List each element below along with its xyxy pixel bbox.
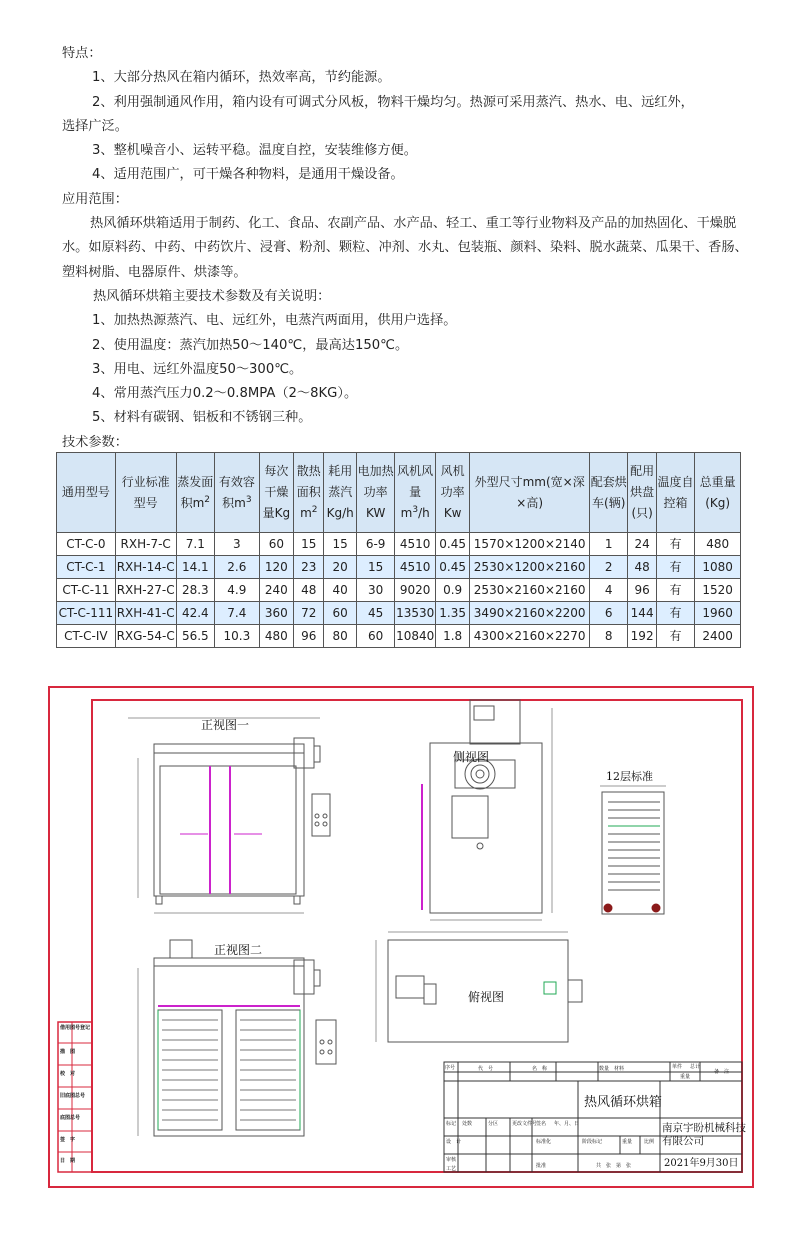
column-header: 配用烘盘(只) <box>628 453 656 533</box>
table-cell: 2530×2160×2160 <box>470 579 590 602</box>
table-cell: 8 <box>589 625 628 648</box>
column-header: 配套烘车(辆) <box>589 453 628 533</box>
table-cell: 120 <box>259 556 293 579</box>
table-cell: 10840 <box>395 625 436 648</box>
tb-label: 审核 <box>446 1157 457 1163</box>
column-header: 电加热功率KW <box>356 453 395 533</box>
label-top-view: 俯视图 <box>468 990 505 1004</box>
feature-item: 1、大部分热风在箱内循环，热效率高，节约能源。 <box>92 70 391 86</box>
param-item: 3、用电、远红外温度50～300℃。 <box>92 361 303 377</box>
column-header: 行业标准型号 <box>115 453 176 533</box>
table-cell: 10.3 <box>215 625 260 648</box>
table-row <box>57 602 741 625</box>
table-cell: RXH-14-C <box>115 556 176 579</box>
params-heading: 热风循环烘箱主要技术参数及有关说明： <box>93 288 331 304</box>
table-cell: 15 <box>324 533 356 556</box>
table-cell: 1570×1200×2140 <box>470 533 590 556</box>
table-cell: 30 <box>356 579 395 602</box>
table-cell: 48 <box>294 579 324 602</box>
application-paragraph: 热风循环烘箱适用于制药、化工、食品、农副产品、水产品、轻工、重工等行业物料及产品的加热固化、干燥脱水。如原料药、中药、中药饮片、浸膏、粉剂、颗粒、冲剂、水丸、包装瓶、颜料、染料、脱水蔬菜、瓜果干、香肠、塑料树脂、电器原件、烘漆等。 <box>62 216 748 280</box>
table-cell: 6 <box>589 602 628 625</box>
table-cell: 60 <box>356 625 395 648</box>
table-cell: 192 <box>628 625 656 648</box>
left-label: 借用图号登记 <box>60 1025 91 1031</box>
tb-label: 共 张 第 张 <box>596 1163 632 1169</box>
table-cell: 60 <box>259 533 293 556</box>
column-header: 每次干燥量Kg <box>259 453 293 533</box>
drawing-svg <box>50 688 752 1186</box>
param-item: 4、常用蒸汽压力0.2～0.8MPA（2～8KG）。 <box>92 386 358 402</box>
table-cell: 2.6 <box>215 556 260 579</box>
table-cell: 13530 <box>395 602 436 625</box>
intro-text <box>62 42 752 455</box>
table-cell: 1 <box>589 533 628 556</box>
table-cell: 7.1 <box>176 533 215 556</box>
table-cell: 1.35 <box>435 602 469 625</box>
table-cell: 4300×2160×2270 <box>470 625 590 648</box>
tb-label: 签名 <box>536 1121 547 1127</box>
column-header: 蒸发面积$m^2$ <box>176 453 215 533</box>
table-row <box>57 556 741 579</box>
table-cell: 48 <box>628 556 656 579</box>
table-cell: 24 <box>628 533 656 556</box>
table-cell: CT-C-0 <box>57 533 116 556</box>
table-cell: RXH-27-C <box>115 579 176 602</box>
table-row <box>57 625 741 648</box>
spec-table <box>56 452 741 648</box>
features-heading: 特点： <box>62 46 102 61</box>
table-cell: 3490×2160×2200 <box>470 602 590 625</box>
left-label: 旧底图总号 <box>60 1093 86 1099</box>
table-cell: 0.45 <box>435 533 469 556</box>
side-view <box>422 700 552 920</box>
tb-label: 处数 <box>462 1121 473 1127</box>
table-cell: 1960 <box>695 602 741 625</box>
table-cell: 15 <box>294 533 324 556</box>
table-cell: 80 <box>324 625 356 648</box>
drawing-date: 2021年9月30日 <box>664 1158 739 1169</box>
table-cell: 有 <box>656 556 695 579</box>
table-cell: 480 <box>259 625 293 648</box>
table-cell: 4 <box>589 579 628 602</box>
table-cell: 2530×1200×2160 <box>470 556 590 579</box>
front-view-2 <box>138 940 336 1136</box>
company-name-line2: 有限公司 <box>662 1135 704 1147</box>
table-cell: 56.5 <box>176 625 215 648</box>
table-cell: 480 <box>695 533 741 556</box>
tb-label: 重量 <box>622 1139 633 1145</box>
table-cell: 有 <box>656 579 695 602</box>
table-cell: 3 <box>215 533 260 556</box>
tb-label: 批准 <box>536 1163 547 1169</box>
tb-label: 材料 <box>614 1066 625 1072</box>
tb-label: 总计 <box>690 1064 701 1070</box>
table-cell: 45 <box>356 602 395 625</box>
column-header: 散热面积$m^2$ <box>294 453 324 533</box>
feature-item: 4、适用范围广，可干燥各种物料，是通用干燥设备。 <box>92 167 404 183</box>
table-cell: 20 <box>324 556 356 579</box>
table-cell: 1.8 <box>435 625 469 648</box>
table-cell: RXG-54-C <box>115 625 176 648</box>
tb-label: 更改文件号 <box>512 1121 538 1127</box>
table-body <box>57 533 741 648</box>
tb-label: 重量 <box>680 1074 691 1080</box>
tb-label: 备 注 <box>714 1069 730 1075</box>
table-cell: 6-9 <box>356 533 395 556</box>
column-header: 总重量(Kg) <box>695 453 741 533</box>
table-cell: 0.9 <box>435 579 469 602</box>
table-cell: 2400 <box>695 625 741 648</box>
table-cell: CT-C-11 <box>57 579 116 602</box>
table-cell: 240 <box>259 579 293 602</box>
table-cell: 96 <box>294 625 324 648</box>
left-label: 签 字 <box>60 1137 76 1143</box>
table-cell: RXH-41-C <box>115 602 176 625</box>
front-view-1 <box>128 718 330 913</box>
table-cell: 有 <box>656 602 695 625</box>
param-item: 2、使用温度：蒸汽加热50～140℃，最高达150℃。 <box>92 337 409 353</box>
label-front-view-1: 正视图一 <box>201 718 250 732</box>
column-header: 耗用蒸汽Kg/h <box>324 453 356 533</box>
rack-12-layer <box>600 786 666 914</box>
table-cell: 42.4 <box>176 602 215 625</box>
tech-heading: 技术参数： <box>62 434 128 450</box>
table-cell: 有 <box>656 625 695 648</box>
table-cell: 72 <box>294 602 324 625</box>
table-header-row <box>57 453 741 533</box>
table-cell: CT-C-1 <box>57 556 116 579</box>
column-header: 温度自控箱 <box>656 453 695 533</box>
param-item: 1、加热热源蒸汽、电、远红外，电蒸汽两面用，供用户选择。 <box>92 313 457 329</box>
left-label: 校 对 <box>60 1071 76 1077</box>
column-header: 外型尺寸mm(宽×深×高) <box>470 453 590 533</box>
table-cell: CT-C-111 <box>57 602 116 625</box>
feature-item: 3、整机噪音小、运转平稳。温度自控，安装维修方便。 <box>92 143 417 159</box>
table-cell: 60 <box>324 602 356 625</box>
table-cell: 40 <box>324 579 356 602</box>
table-cell: 1080 <box>695 556 741 579</box>
engineering-drawing <box>48 686 754 1188</box>
tb-label: 设 计 <box>446 1139 462 1145</box>
table-cell: 23 <box>294 556 324 579</box>
table-cell: 144 <box>628 602 656 625</box>
column-header: 通用型号 <box>57 453 116 533</box>
table-cell: 96 <box>628 579 656 602</box>
table-cell: CT-C-IV <box>57 625 116 648</box>
table-cell: 2 <box>589 556 628 579</box>
table-cell: 1520 <box>695 579 741 602</box>
tb-label: 标准化 <box>536 1139 552 1145</box>
table-cell: 15 <box>356 556 395 579</box>
tb-label: 分区 <box>488 1121 499 1127</box>
label-side-view: 侧视图 <box>453 750 490 764</box>
table-cell: 28.3 <box>176 579 215 602</box>
table-cell: 360 <box>259 602 293 625</box>
label-front-view-2: 正视图二 <box>214 943 263 957</box>
table-cell: RXH-7-C <box>115 533 176 556</box>
table-cell: 9020 <box>395 579 436 602</box>
table-cell: 4510 <box>395 533 436 556</box>
table-cell: 14.1 <box>176 556 215 579</box>
column-header: 风机功率Kw <box>435 453 469 533</box>
tb-label: 比例 <box>644 1139 655 1145</box>
tb-label: 标记 <box>446 1121 457 1127</box>
table-cell: 4.9 <box>215 579 260 602</box>
side-body <box>430 743 542 913</box>
left-label: 描 图 <box>60 1049 76 1055</box>
top-view <box>376 932 582 1042</box>
tb-label: 名 称 <box>532 1066 548 1072</box>
table-cell: 7.4 <box>215 602 260 625</box>
label-12-layer: 12层标准 <box>606 770 653 783</box>
table-cell: 0.45 <box>435 556 469 579</box>
column-header: 风机风量$m^3/h$ <box>395 453 436 533</box>
column-header: 有效容积$m^3$ <box>215 453 260 533</box>
tb-label: 代 号 <box>478 1066 494 1072</box>
tb-label: 数量 <box>599 1066 610 1072</box>
feature-item: 2、利用强制通风作用，箱内设有可调式分风板，物料干燥均匀。热源可采用蒸汽、热水、电、远红外， <box>92 94 694 110</box>
application-heading: 应用范围： <box>62 191 128 207</box>
left-label: 底图总号 <box>60 1115 81 1121</box>
table-row <box>57 533 741 556</box>
feature-item: 选择广泛。 <box>62 118 128 134</box>
table-cell: 有 <box>656 533 695 556</box>
tb-label: 年、月、日 <box>554 1121 580 1127</box>
left-label: 日 期 <box>60 1158 76 1164</box>
drawing-title: 热风循环烘箱 <box>584 1095 663 1110</box>
company-name-line1: 南京宇盼机械科技 <box>662 1122 746 1134</box>
tb-label: 序号 <box>445 1065 456 1071</box>
tb-label: 阶段标记 <box>582 1139 603 1145</box>
tb-label: 单件 <box>672 1064 683 1070</box>
table-row <box>57 579 741 602</box>
tb-label: 工艺 <box>446 1166 457 1172</box>
table-cell: 4510 <box>395 556 436 579</box>
param-item: 5、材料有碳钢、铝板和不锈钢三种。 <box>92 410 312 426</box>
